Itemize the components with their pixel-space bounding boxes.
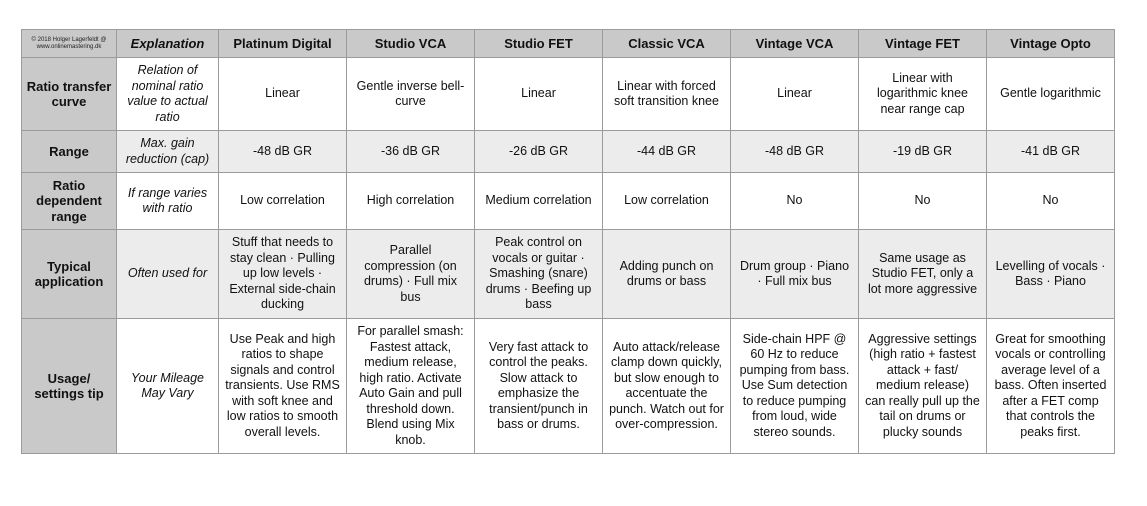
table-cell: Adding punch on drums or bass — [603, 230, 731, 319]
table-cell: Same usage as Studio FET, only a lot more aggressive — [859, 230, 987, 319]
table-cell: Parallel compression (on drums) · Full mix bus — [347, 230, 475, 319]
table-cell: Linear — [731, 58, 859, 131]
table-cell: Very fast attack to control the peaks. Slow attack to emphasize the transient/punch in bass or drums. — [475, 319, 603, 454]
compressor-comparison-table — [21, 29, 1115, 454]
row-label: Ratio dependent range — [22, 173, 117, 230]
row-ratio-transfer-curve — [22, 58, 1115, 131]
table-cell: No — [987, 173, 1115, 230]
row-explanation: Often used for — [117, 230, 219, 319]
table-cell: Great for smoothing vocals or controlling average level of a bass. Often inserted after a FET comp that controls the peaks first. — [987, 319, 1115, 454]
row-range — [22, 131, 1115, 173]
table-cell: -48 dB GR — [219, 131, 347, 173]
table-cell: Linear with forced soft transition knee — [603, 58, 731, 131]
table-cell: Side-chain HPF @ 60 Hz to reduce pumping from bass. Use Sum detection to reduce pumping from loud, wide stereo sounds. — [731, 319, 859, 454]
column-header-studio-fet: Studio FET — [475, 30, 603, 58]
table-cell: -44 dB GR — [603, 131, 731, 173]
table-cell: For parallel smash: Fastest attack, medium release, high ratio. Activate Auto Gain and pull threshold down. Blend using Mix knob. — [347, 319, 475, 454]
table-cell: Linear with logarithmic knee near range cap — [859, 58, 987, 131]
table-cell: No — [731, 173, 859, 230]
table-cell: -26 dB GR — [475, 131, 603, 173]
table-cell: Medium correlation — [475, 173, 603, 230]
row-usage-settings-tip — [22, 319, 1115, 454]
column-header-vintage-fet: Vintage FET — [859, 30, 987, 58]
table-cell: Gentle logarithmic — [987, 58, 1115, 131]
row-explanation: Your Mileage May Vary — [117, 319, 219, 454]
row-label: Ratio transfer curve — [22, 58, 117, 131]
table-cell: Use Peak and high ratios to shape signals and control transients. Use RMS with soft knee and low ratios to smooth overall levels. — [219, 319, 347, 454]
row-explanation: If range varies with ratio — [117, 173, 219, 230]
table-cell: -48 dB GR — [731, 131, 859, 173]
column-header-vintage-opto: Vintage Opto — [987, 30, 1115, 58]
table-cell: -19 dB GR — [859, 131, 987, 173]
table-cell: Linear — [219, 58, 347, 131]
row-typical-application — [22, 230, 1115, 319]
table-cell: High correlation — [347, 173, 475, 230]
row-label: Usage/ settings tip — [22, 319, 117, 454]
row-label: Typical application — [22, 230, 117, 319]
table-cell: Drum group · Piano · Full mix bus — [731, 230, 859, 319]
table-cell: Aggressive settings (high ratio + fastest attack + fast/ medium release) can really pull up the tail on drums or plucky sounds — [859, 319, 987, 454]
table-cell: Peak control on vocals or guitar · Smashing (snare) drums · Beefing up bass — [475, 230, 603, 319]
column-header-classic-vca: Classic VCA — [603, 30, 731, 58]
table-cell: -41 dB GR — [987, 131, 1115, 173]
website-link[interactable]: www.onlinemastering.dk — [36, 43, 102, 50]
copyright-cell — [22, 30, 117, 58]
row-ratio-dependent-range — [22, 173, 1115, 230]
row-label: Range — [22, 131, 117, 173]
table-cell: Auto attack/release clamp down quickly, but slow enough to accentuate the punch. Watch out for over-compression. — [603, 319, 731, 454]
table-cell: Stuff that needs to stay clean · Pulling up low levels · External side-chain ducking — [219, 230, 347, 319]
table-cell: Low correlation — [603, 173, 731, 230]
column-header-platinum-digital: Platinum Digital — [219, 30, 347, 58]
header-row — [22, 30, 1115, 58]
table-cell: Low correlation — [219, 173, 347, 230]
table-cell: Linear — [475, 58, 603, 131]
table-cell: Gentle inverse bell-curve — [347, 58, 475, 131]
table-cell: Levelling of vocals · Bass · Piano — [987, 230, 1115, 319]
row-explanation: Max. gain reduction (cap) — [117, 131, 219, 173]
copyright-text: © 2018 Holger Lagerfeldt @ — [31, 36, 107, 43]
table-cell: No — [859, 173, 987, 230]
row-explanation: Relation of nominal ratio value to actual ratio — [117, 58, 219, 131]
column-header-studio-vca: Studio VCA — [347, 30, 475, 58]
table-cell: -36 dB GR — [347, 131, 475, 173]
explanation-header: Explanation — [117, 30, 219, 58]
column-header-vintage-vca: Vintage VCA — [731, 30, 859, 58]
